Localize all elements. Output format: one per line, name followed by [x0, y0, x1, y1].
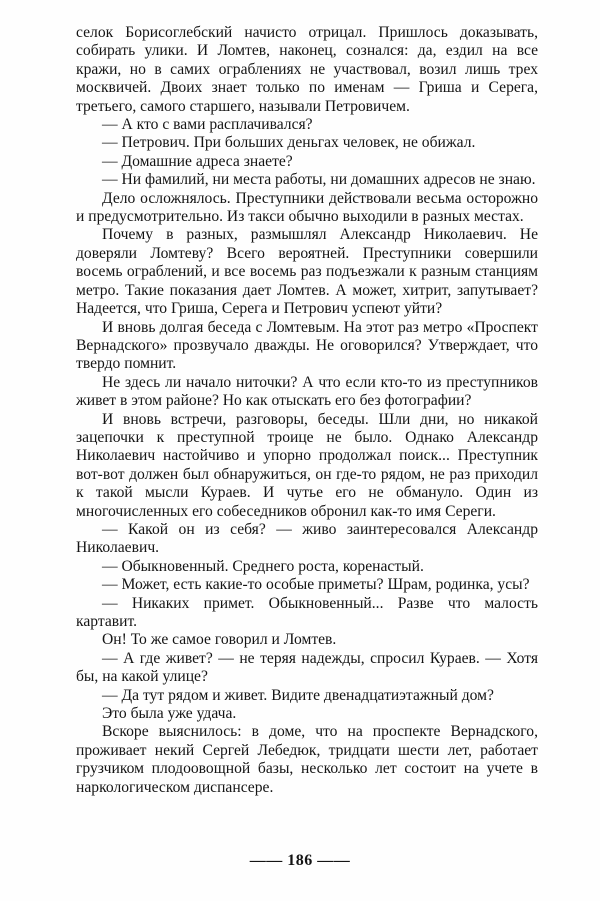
paragraph-dialogue: — Никаких примет. Обыкновенный... Разве что малость картавит. [76, 594, 538, 630]
paragraph: Он! То же самое говорил и Ломтев. [102, 631, 337, 649]
paragraph: Дело осложнялось. Преступники действовали весьма осторожно и предусмотрительно. Из такси обычно выходили в разных местах. [76, 189, 538, 226]
paragraph-dialogue: — Может, есть какие-то особые приметы? Шрам, родинка, усы? [102, 576, 530, 594]
paragraph-dialogue: — А кто с вами расплачивался? [102, 116, 313, 134]
body-text [76, 24, 538, 797]
paragraph: И вновь встречи, разговоры, беседы. Шли дни, но никакой зацепочки к преступной троице не было. Однако Александр Николаевич настойчиво и упорно продолжал поиск... Преступник вот-вот должен был обнаружиться, он где-то рядом, не раз приходил к такой мысли Кураев. И чутье его не обмануло. Один из многочисленных его собеседников обронил как-то имя Сереги. [76, 410, 538, 520]
paragraph-dialogue: — А где живет? — не теряя надежды, спросил Кураев. — Хотя бы, на какой улице? [76, 649, 538, 686]
paragraph-dialogue: — Какой он из себя? — живо заинтересовался Александр Николаевич. [76, 520, 538, 557]
paragraph: Не здесь ли начало ниточки? А что если кто-то из преступников живет в этом районе? Но как отыскать его без фотографии? [76, 373, 538, 410]
paragraph-dialogue: — Петрович. При больших деньгах человек, не обижал. [102, 134, 476, 152]
paragraph: Почему в разных, размышлял Александр Николаевич. Не доверяли Ломтеву? Всего вероятней. Преступники совершили восемь ограблений, и все восемь раз подъезжали к разным станциям метро. Такие показания дает Ломтев. А может, хитрит, запутывает? Надеется, что Гриша, Серега и Петрович успеют уйти? [76, 226, 538, 318]
paragraph-dialogue: — Домашние адреса знаете? [102, 152, 293, 170]
paragraph: Вскоре выяснилось: в доме, что на проспекте Вернадского, проживает некий Сергей Лебедюк, тридцати шести лет, работает грузчиком плодоовощной базы, несколько лет состоит на учете в наркологическом диспансере. [76, 723, 538, 796]
paragraph-continuation: селок Борисоглебский начисто отрицал. Пришлось доказывать, собирать улики. И Ломтев, наконец, сознался: да, ездил на все кражи, но в самих ограблениях не участвовал, возил лишь трех москвичей. Двоих знает только по именам — Гриша и Серега, третьего, самого старшего, называли Петровичем. [76, 24, 538, 115]
page-number: —— 186 —— [249, 852, 351, 869]
paragraph: И вновь долгая беседа с Ломтевым. На этот раз метро «Проспект Вернадского» прозвучало дважды. Не оговорился? Утверждает, что твердо помнит. [76, 318, 538, 373]
paragraph-dialogue: — Да тут рядом и живет. Видите двенадцатиэтажный дом? [102, 686, 494, 704]
paragraph: Это была уже удача. [102, 705, 237, 723]
paragraph-dialogue: — Обыкновенный. Среднего роста, коренастый. [102, 557, 424, 575]
paragraph-dialogue: — Ни фамилий, ни места работы, ни домашних адресов не знаю. [102, 171, 536, 189]
